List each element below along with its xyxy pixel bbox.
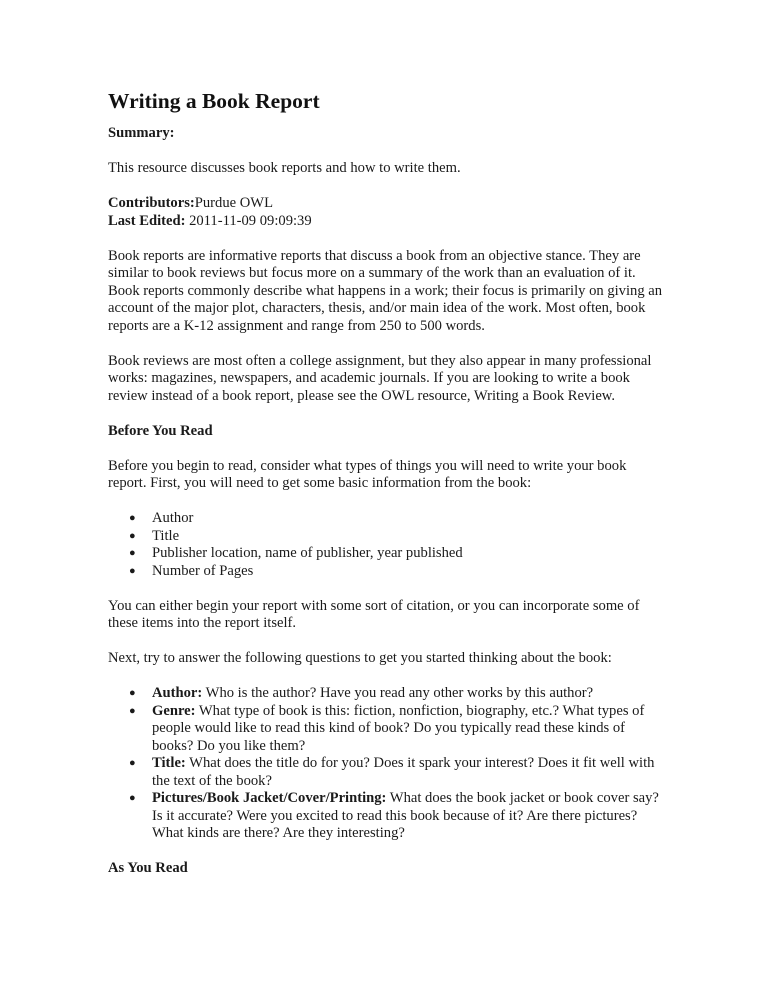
last-edited-label: Last Edited: (108, 212, 186, 229)
bullet-icon: ● (129, 564, 136, 577)
last-edited-value: 2011-11-09 09:09:39 (185, 212, 312, 229)
list-item: ● Publisher location, name of publisher, year published (129, 545, 463, 561)
question-item: ● Author: Who is the author? Have you read any other works by this author? (129, 685, 594, 701)
list-item: ● Author (129, 510, 194, 526)
contributors-line (108, 195, 668, 213)
question-item: ● Genre: What type of book is this: fiction, nonfiction, biography, etc.? What types of people would like to read this kind of book? Do you typically read these kinds of books? Do you like them? (129, 702, 645, 754)
contributors-label: Contributors: (108, 195, 195, 211)
before-you-read-intro: Before you begin to read, consider what types of things you will need to write your book report. First, you will need to get some basic information from the book: (108, 457, 627, 491)
bullet-icon: ● (129, 704, 136, 717)
last-edited-line (108, 213, 668, 231)
contributors-value: Purdue OWL (194, 195, 273, 211)
list-item: ● Title (129, 527, 180, 544)
bullet-icon: ● (129, 687, 136, 699)
bullet-icon: ● (129, 547, 136, 559)
paragraph-book-reports: Book reports are informative reports that discuss a book from an objective stance. They are similar to book reviews but focus more on a summary of the work than an evaluation of it. Book reports commonly describe what happens in a work; their focus is primarily on giving an account of the major plot, characters, thesis, and/or main idea of the work. Most often, book reports are a K-12 assignment and range from 250 to 500 words. (108, 247, 663, 334)
list-item: ● Number of Pages (129, 562, 254, 579)
question-item: ● Pictures/Book Jacket/Cover/Printing: What does the book jacket or book cover say? Is it accurate? Were you excited to read this book because of it? Are there pictures? What kinds are there? Are they interesting? (129, 790, 659, 841)
bullet-icon: ● (129, 757, 136, 769)
document-page (108, 88, 668, 895)
page-title: Writing a Book Report (108, 89, 320, 113)
basic-info-list (108, 510, 668, 580)
bullet-icon: ● (129, 529, 136, 542)
summary-heading: Summary: (108, 125, 175, 141)
questions-list (108, 685, 668, 843)
bullet-icon: ● (129, 792, 136, 804)
as-you-read-heading: As You Read (108, 860, 188, 876)
bullet-icon: ● (129, 512, 136, 524)
summary-text: This resource discusses book reports and how to write them. (108, 160, 461, 176)
before-you-read-heading: Before You Read (108, 422, 213, 439)
citation-paragraph: You can either begin your report with some sort of citation, or you can incorporate some of these items into the report itself. (108, 597, 640, 631)
questions-intro: Next, try to answer the following questions to get you started thinking about the book: (108, 650, 612, 666)
question-item: ● Title: What does the title do for you? Does it spark your interest? Does it fit well with the text of the book? (129, 755, 655, 789)
paragraph-book-reviews: Book reviews are most often a college assignment, but they also appear in many professional works: magazines, newspapers, and academic journals. If you are looking to write a book review instead of a book report, please see the OWL resource, Writing a Book Review. (108, 352, 652, 404)
